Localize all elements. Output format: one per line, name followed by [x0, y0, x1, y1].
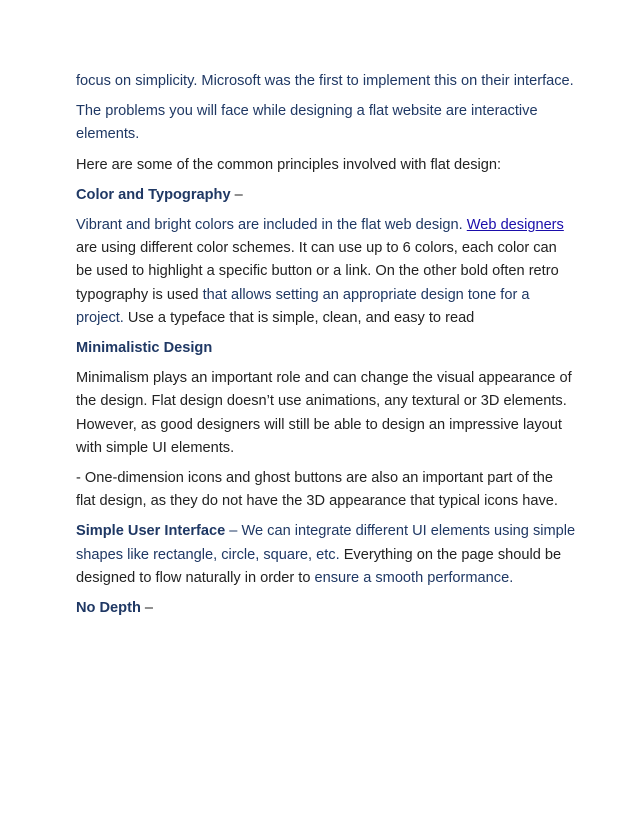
heading-no-depth-title: No Depth — [76, 600, 141, 617]
simple-ui-part2: Everything on the page should be designed to flow naturally in order to — [76, 546, 562, 586]
web-designers-link[interactable]: Web designers — [466, 217, 564, 234]
color-typography-part4: Use a typeface that is simple, clean, and easy to read — [123, 309, 475, 326]
paragraph-principles-intro-text: Here are some of the common principles involved with flat design: — [76, 156, 502, 173]
heading-minimalistic-design — [76, 337, 576, 360]
simple-ui-part3: ensure a smooth performance. — [314, 569, 514, 586]
paragraph-minimalism — [76, 367, 576, 460]
color-typography-part1: Vibrant and bright colors are included in the flat web design. — [76, 217, 467, 234]
heading-color-typography — [76, 184, 576, 207]
paragraph-simple-ui — [76, 520, 576, 590]
heading-minimalistic-design-title: Minimalistic Design — [76, 340, 213, 357]
color-typography-part3: that allows setting an appropriate design tone for a project. — [76, 286, 530, 326]
paragraph-color-typography — [76, 214, 576, 330]
heading-color-typography-dash: – — [230, 186, 243, 203]
paragraph-problems-text: The problems you will face while designing a flat website are interactive elements. — [76, 103, 538, 143]
paragraph-simplicity — [76, 70, 576, 93]
document-page — [76, 70, 576, 627]
paragraph-icons-text: - One-dimension icons and ghost buttons are also an important part of the flat design, as they do not have the 3D appearance that typical icons have. — [76, 470, 558, 510]
heading-color-typography-title: Color and Typography — [76, 186, 231, 203]
paragraph-simplicity-text: focus on simplicity. Microsoft was the first to implement this on their interface. — [76, 73, 574, 89]
color-typography-part2: are using different color schemes. It can use up to 6 colors, each color can be used to highlight a specific button or a link. On the other bold often retro typography is used — [76, 240, 559, 303]
paragraph-icons — [76, 467, 576, 513]
simple-ui-part1: – We can integrate different UI elements using simple shapes like rectangle, circle, square, etc. — [76, 523, 576, 563]
heading-no-depth-dash: – — [140, 600, 154, 617]
simple-ui-title: Simple User Interface — [76, 523, 226, 540]
paragraph-principles-intro — [76, 154, 576, 177]
heading-no-depth — [76, 597, 576, 620]
paragraph-problems — [76, 100, 576, 146]
paragraph-minimalism-text: Minimalism plays an important role and can change the visual appearance of the design. Flat design doesn’t use animations, any textural or 3D elements. However, as good designers will still be able to design an impressive layout with simple UI elements. — [76, 370, 572, 456]
